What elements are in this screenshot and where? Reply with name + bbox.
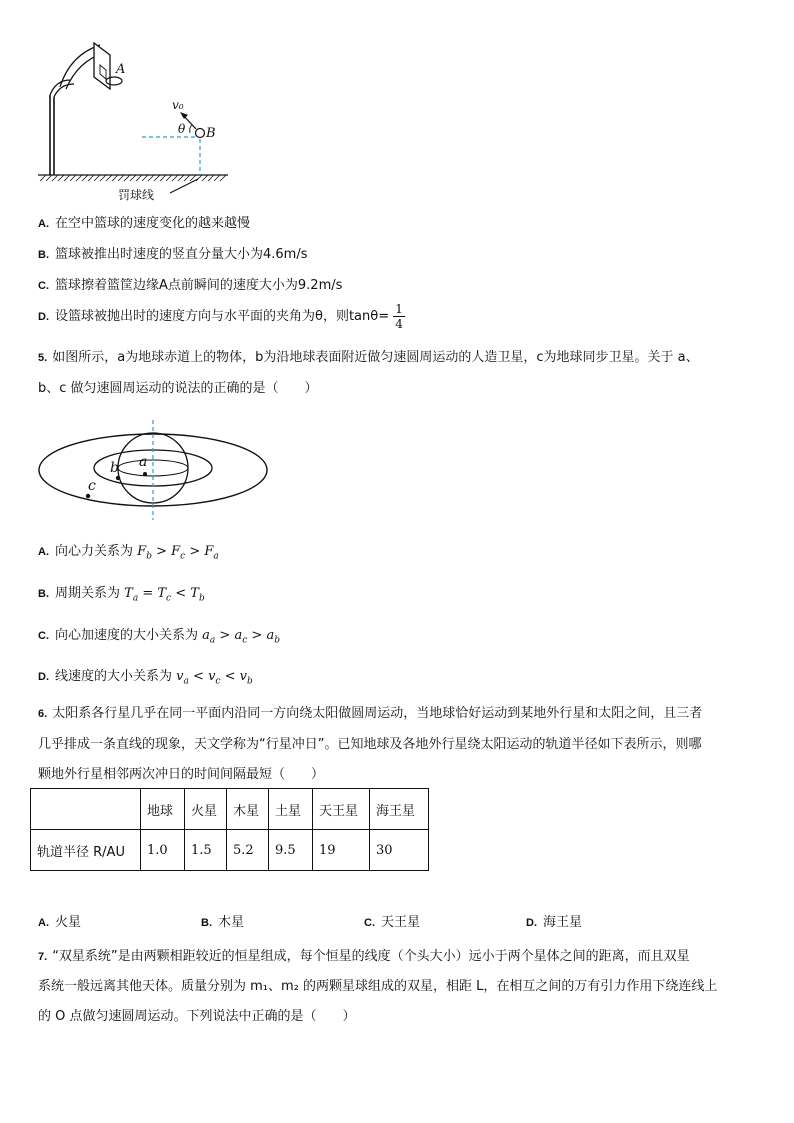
option-letter: D. bbox=[526, 917, 537, 929]
table-cell: 地球 bbox=[141, 789, 185, 830]
option-letter: C. bbox=[38, 630, 49, 642]
q5-option-d bbox=[38, 665, 253, 687]
option-text: 海王星 bbox=[543, 915, 583, 930]
question-text: 几乎排成一条直线的现象，天文学称为“行星冲日”。已知地球及各地外行星绕太阳运动的轨道半径如下表所示，则哪 bbox=[38, 737, 702, 752]
option-letter: A. bbox=[38, 917, 49, 929]
q6-option-b bbox=[201, 911, 244, 930]
orbit-figure bbox=[36, 418, 270, 526]
label-A: A bbox=[116, 62, 126, 77]
q4-option-c bbox=[38, 274, 342, 293]
orbit-radius-table bbox=[30, 788, 429, 871]
q7-stem-line1 bbox=[38, 945, 690, 964]
question-text: “双星系统”是由两颗相距较近的恒星组成，每个恒星的线度（个头大小）远小于两个星体之间的距离，而且双星 bbox=[52, 949, 690, 964]
table-row bbox=[31, 830, 429, 871]
option-letter: C. bbox=[38, 280, 49, 292]
table-cell: 19 bbox=[313, 830, 370, 871]
option-letter: D. bbox=[38, 671, 49, 683]
formula: $v_a < v_c < v_b$ bbox=[176, 669, 253, 687]
q5-stem-line2 bbox=[38, 377, 318, 396]
q6-option-a bbox=[38, 911, 81, 930]
q6-stem-line3 bbox=[38, 763, 324, 782]
question-text: b、c 做匀速圆周运动的说法的正确的是（ ） bbox=[38, 381, 318, 396]
table-cell: 土星 bbox=[269, 789, 313, 830]
table-cell: 木星 bbox=[227, 789, 269, 830]
q4-option-a bbox=[38, 212, 250, 231]
option-letter: A. bbox=[38, 546, 49, 558]
basketball-figure bbox=[30, 35, 240, 205]
table-cell: 天王星 bbox=[313, 789, 370, 830]
label-c: c bbox=[88, 478, 96, 494]
option-letter: B. bbox=[201, 917, 212, 929]
q6-option-d bbox=[526, 911, 582, 930]
table-cell: 30 bbox=[370, 830, 429, 871]
fraction: $\frac{1}{4}$ bbox=[395, 302, 403, 331]
option-text: 周期关系为 bbox=[55, 586, 121, 601]
option-text: 线速度的大小关系为 bbox=[55, 669, 173, 684]
question-text: 如图所示，a为地球赤道上的物体，b为沿地球表面附近做匀速圆周运动的人造卫星，c为地球同步卫星。关于 a、 bbox=[52, 350, 699, 365]
table-cell: 轨道半径 R/AU bbox=[31, 830, 141, 871]
label-B: B bbox=[206, 126, 216, 141]
question-number: 7. bbox=[38, 951, 48, 963]
q7-stem-line2 bbox=[38, 975, 717, 994]
q4-option-d bbox=[38, 302, 405, 331]
option-text: 火星 bbox=[55, 915, 82, 930]
option-letter: B. bbox=[38, 588, 49, 600]
q5-stem-line1 bbox=[38, 346, 699, 365]
label-v0: v₀ bbox=[172, 98, 184, 112]
option-letter: D. bbox=[38, 311, 49, 323]
table-header-row bbox=[31, 789, 429, 830]
table-cell: 1.5 bbox=[185, 830, 227, 871]
q5-option-c bbox=[38, 624, 280, 646]
formula: $F_b > F_c > F_a$ bbox=[137, 544, 219, 562]
label-b: b bbox=[110, 460, 119, 476]
table-cell: 1.0 bbox=[141, 830, 185, 871]
table-cell bbox=[31, 789, 141, 830]
option-letter: A. bbox=[38, 218, 49, 230]
question-text: 太阳系各行星几乎在同一平面内沿同一方向绕太阳做圆周运动，当地球恰好运动到某地外行星和太阳之间，且三者 bbox=[52, 706, 703, 721]
option-text: 篮球被推出时速度的竖直分量大小为4.6m/s bbox=[55, 247, 308, 262]
free-throw-caption: 罚球线 bbox=[118, 188, 155, 202]
q4-option-b bbox=[38, 243, 308, 262]
option-text: 木星 bbox=[218, 915, 245, 930]
label-theta: θ bbox=[178, 122, 186, 136]
option-text: 向心力关系为 bbox=[55, 544, 134, 559]
formula: $a_a > a_c > a_b$ bbox=[202, 628, 280, 646]
q6-stem-line1 bbox=[38, 702, 702, 721]
q7-stem-line3 bbox=[38, 1005, 356, 1024]
question-text: 颗地外行星相邻两次冲日的时间间隔最短（ ） bbox=[38, 767, 325, 782]
option-letter: C. bbox=[364, 917, 375, 929]
option-text: 向心加速度的大小关系为 bbox=[55, 628, 199, 643]
q6-option-c bbox=[364, 911, 420, 930]
question-number: 5. bbox=[38, 352, 48, 364]
formula: $T_a = T_c < T_b$ bbox=[124, 586, 205, 604]
table-cell: 海王星 bbox=[370, 789, 429, 830]
table-cell: 9.5 bbox=[269, 830, 313, 871]
option-text: 天王星 bbox=[381, 915, 421, 930]
question-text: 的 O 点做匀速圆周运动。下列说法中正确的是（ ） bbox=[38, 1009, 356, 1024]
option-text: 在空中篮球的速度变化的越来越慢 bbox=[55, 216, 251, 231]
option-text: 设篮球被抛出时的速度方向与水平面的夹角为θ，则tanθ= bbox=[55, 309, 390, 324]
q5-option-b bbox=[38, 582, 205, 604]
q5-option-a bbox=[38, 540, 219, 562]
table-cell: 5.2 bbox=[227, 830, 269, 871]
table-cell: 火星 bbox=[185, 789, 227, 830]
q6-stem-line2 bbox=[38, 733, 701, 752]
question-text: 系统一般远离其他天体。质量分别为 m₁、m₂ 的两颗星球组成的双星，相距 L，在相互之间的万有引力作用下绕连线上 bbox=[38, 979, 718, 994]
option-letter: B. bbox=[38, 249, 49, 261]
label-a: a bbox=[139, 454, 148, 470]
option-text: 篮球擦着篮筐边缘A点前瞬间的速度大小为9.2m/s bbox=[55, 278, 343, 293]
question-number: 6. bbox=[38, 708, 48, 720]
